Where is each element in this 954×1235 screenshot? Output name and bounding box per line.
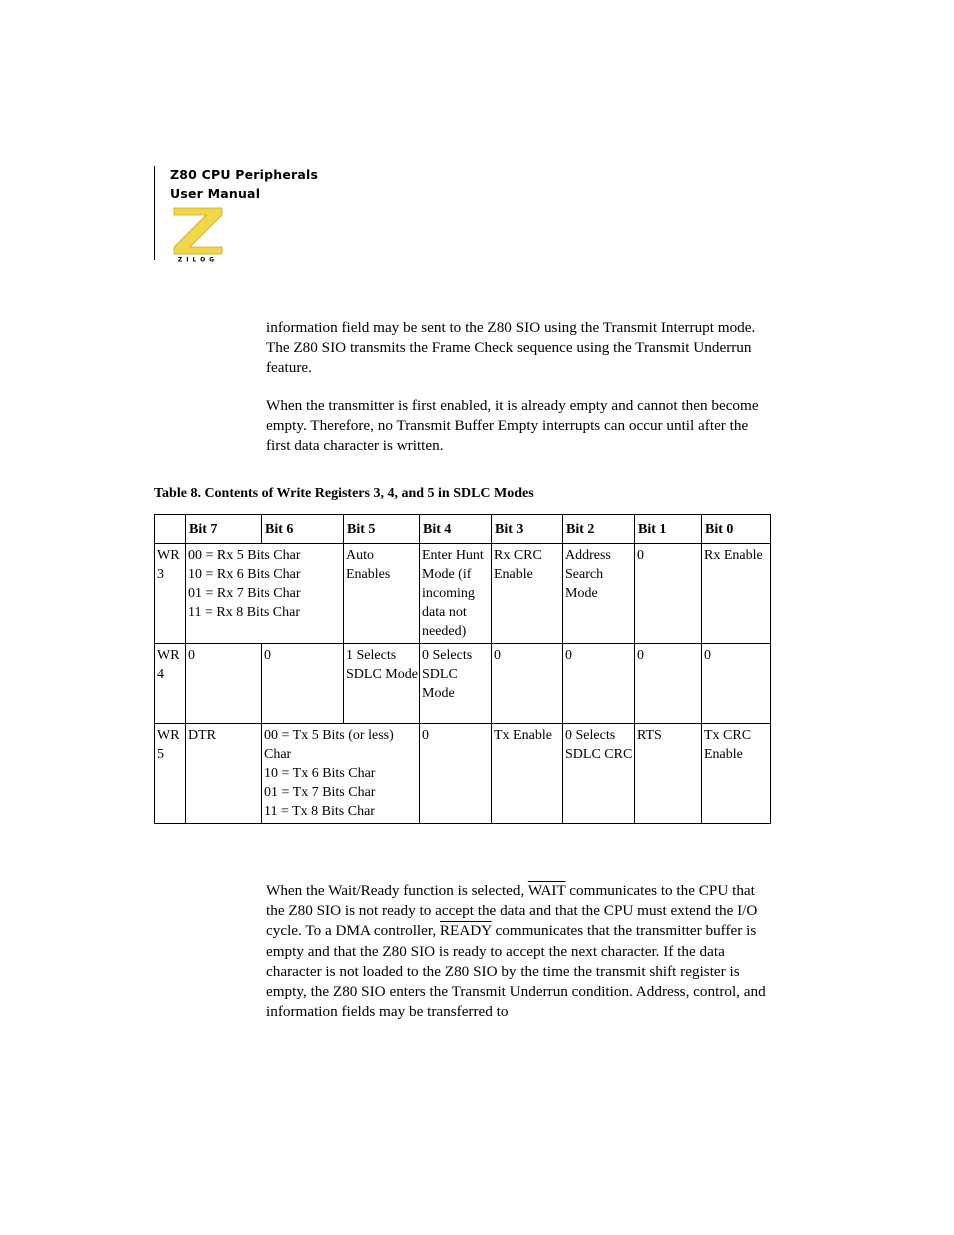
register-cell: WR 5 (155, 724, 186, 824)
header-cell-bit3: Bit 3 (492, 515, 563, 544)
table-cell: 0 (635, 644, 702, 724)
table-cell: Rx Enable (702, 544, 771, 644)
paragraph-transmitter-enabled: When the transmitter is first enabled, it is already empty and cannot then become empty. Therefore, no Transmit Buffer Empty interrupts can occur until after the first data character is written. (266, 397, 759, 455)
table-cell: Tx CRC Enable (702, 724, 771, 824)
table-cell: Enter Hunt Mode (if incoming data not needed) (420, 544, 492, 644)
header-cell-bit4: Bit 4 (420, 515, 492, 544)
write-registers-table (154, 514, 771, 824)
table-cell: 0 Selects SDLC CRC (563, 724, 635, 824)
tx-bits-option: 10 = Tx 6 Bits Char (264, 766, 376, 781)
rx-bits-option: 00 = Rx 5 Bits Char (188, 548, 301, 563)
paragraph-wait-ready (266, 881, 770, 1022)
header-rule (154, 166, 155, 260)
ready-signal: READY (439, 922, 492, 940)
table-cell: Auto Enables (344, 544, 420, 644)
table-header-row (155, 515, 771, 544)
running-header (170, 165, 318, 203)
header-cell-bit6: Bit 6 (262, 515, 344, 544)
rx-bits-option: 01 = Rx 7 Bits Char (188, 586, 301, 601)
wait-signal: WAIT (527, 882, 566, 899)
table-cell: 0 (563, 644, 635, 724)
table-cell: RTS (635, 724, 702, 824)
table-cell: 0 (262, 644, 344, 724)
table-cell: 0 (420, 724, 492, 824)
text-span: When the Wait/Ready function is selected, (266, 882, 528, 899)
header-cell-bit1: Bit 1 (635, 515, 702, 544)
table-cell: Tx Enable (492, 724, 563, 824)
table-cell: 0 (635, 544, 702, 644)
header-cell-bit0: Bit 0 (702, 515, 771, 544)
rx-bits-option: 11 = Rx 8 Bits Char (188, 605, 300, 620)
header-cell-bit7: Bit 7 (186, 515, 262, 544)
table-cell: 0 (492, 644, 563, 724)
table-row-wr5 (155, 724, 771, 824)
table-cell: DTR (186, 724, 262, 824)
text-span: communicates that the transmitter buffer is empty and that the Z80 SIO is ready to accept the next character. If the data character is not loaded to the Z80 SIO by the time the transmit shift register is empty, the Z80 SIO enters the Transmit Underrun condition. Address, control, and information fields may be transferred to (266, 922, 766, 1021)
table-cell: 0 Selects SDLC Mode (420, 644, 492, 724)
table-row-wr3 (155, 544, 771, 644)
table-row-wr4 (155, 644, 771, 724)
tx-bits-option: 00 = Tx 5 Bits (or less) Char (264, 728, 394, 762)
register-cell: WR 3 (155, 544, 186, 644)
text-span: communicates to the CPU that the Z80 SIO is not ready to accept the data and that the CPU must extend the I/O cycle. To a DMA controller, (266, 882, 758, 940)
header-cell-bit2: Bit 2 (563, 515, 635, 544)
zilog-logo (170, 205, 226, 263)
table-cell: 1 Selects SDLC Mode (344, 644, 420, 724)
rx-bits-char-cell (186, 544, 344, 644)
table-cell: 0 (702, 644, 771, 724)
tx-bits-option: 11 = Tx 8 Bits Char (264, 804, 375, 819)
register-cell: WR 4 (155, 644, 186, 724)
header-title: Z80 CPU Peripherals (170, 167, 319, 182)
tx-bits-char-cell (262, 724, 420, 824)
logo-text: ZILOG (177, 256, 219, 263)
tx-bits-option: 01 = Tx 7 Bits Char (264, 785, 376, 800)
header-cell-bit5: Bit 5 (344, 515, 420, 544)
table-cell: Rx CRC Enable (492, 544, 563, 644)
table-cell: 0 (186, 644, 262, 724)
header-subtitle: User Manual (170, 186, 261, 201)
rx-bits-option: 10 = Rx 6 Bits Char (188, 567, 301, 582)
zilog-z-mark (174, 208, 222, 254)
table-cell: Address Search Mode (563, 544, 635, 644)
header-cell-blank (155, 515, 186, 544)
table-caption: Table 8. Contents of Write Registers 3, 4, and 5 in SDLC Modes (154, 486, 534, 501)
paragraph-transmit-interrupt: information field may be sent to the Z80 SIO using the Transmit Interrupt mode. The Z80 SIO transmits the Frame Check sequence using the Transmit Underrun feature. (266, 319, 756, 377)
